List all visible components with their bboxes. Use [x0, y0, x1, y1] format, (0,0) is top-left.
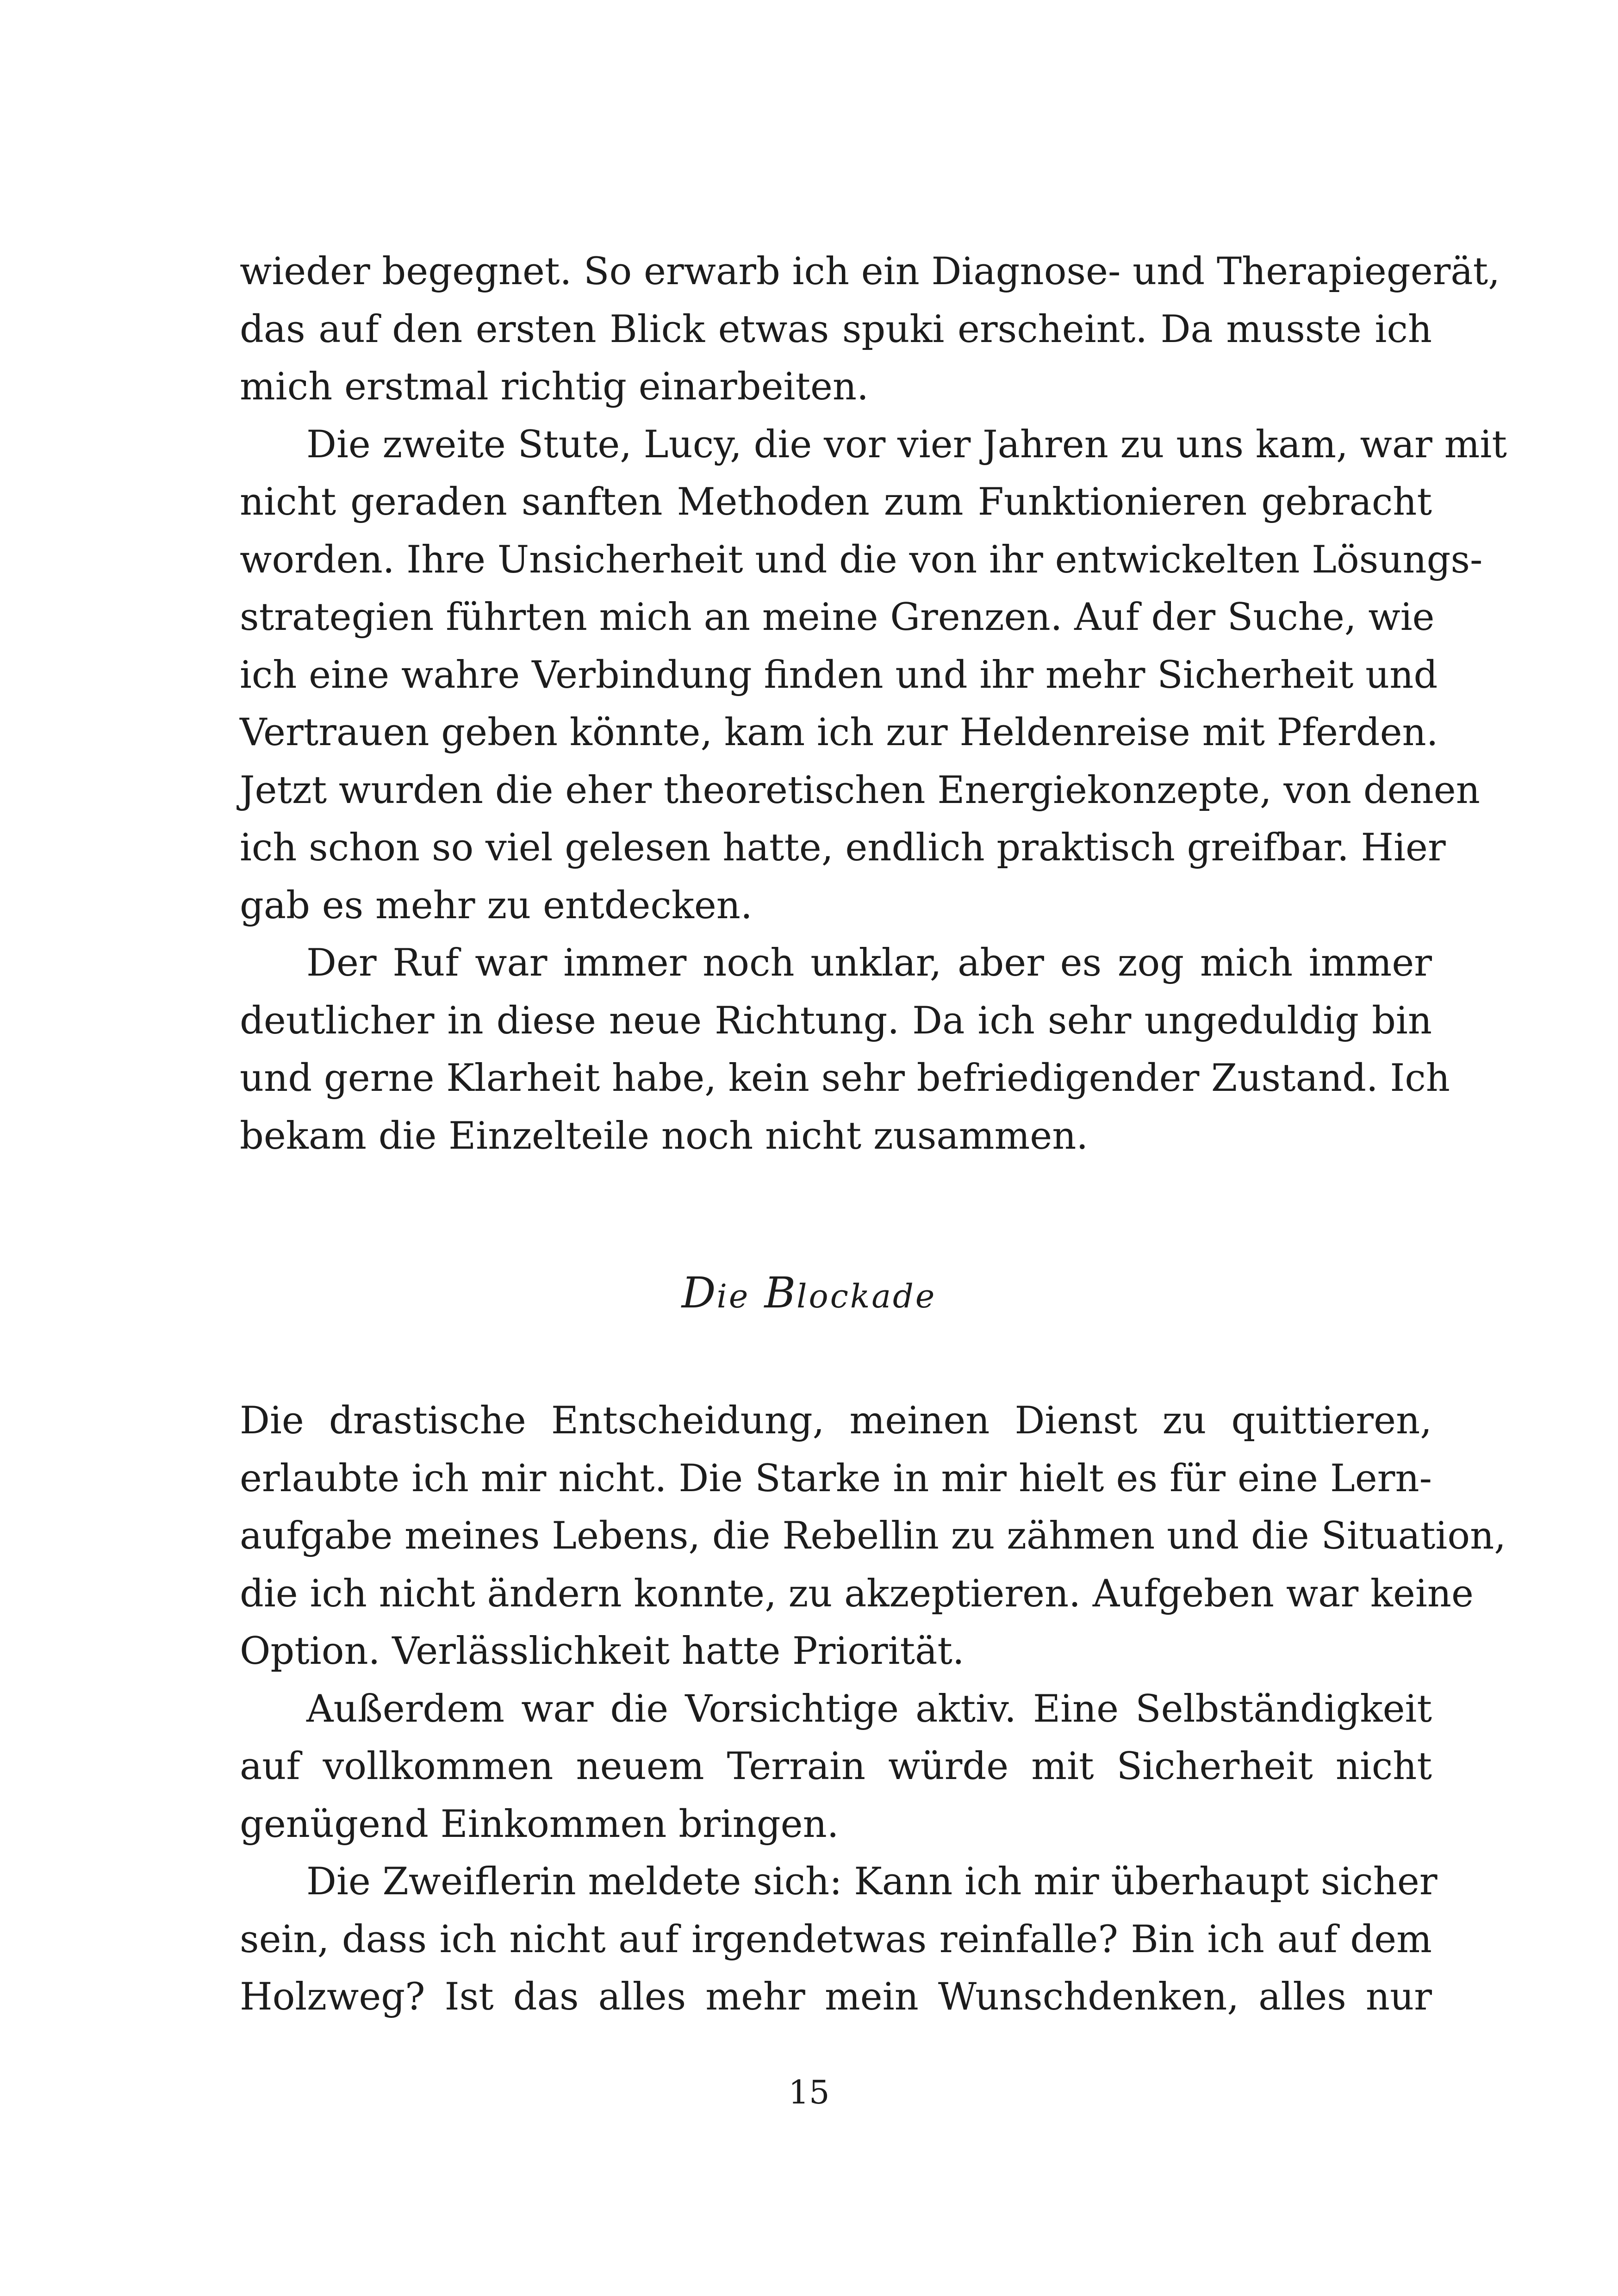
text-line: gab es mehr zu entdecken.: [240, 884, 753, 927]
text-line: mich erstmal richtig einarbeiten.: [240, 365, 869, 409]
text-line: genügend Einkommen bringen.: [240, 1802, 839, 1846]
text-line: Vertrauen geben könnte, kam ich zur Heldenreise mit Pferden.: [240, 711, 1438, 754]
page-number: 15: [788, 2073, 830, 2111]
text-line: Außerdem war die Vorsichtige aktiv. Eine Selbständigkeit: [306, 1687, 1432, 1731]
text-line: ich eine wahre Verbindung finden und ihr mehr Sicherheit und: [240, 653, 1438, 697]
text-line: Der Ruf war immer noch unklar, aber es zog mich immer: [306, 941, 1432, 985]
text-line: deutlicher in diese neue Richtung. Da ich sehr ungeduldig bin: [240, 999, 1432, 1043]
text-line: und gerne Klarheit habe, kein sehr befriedigender Zustand. Ich: [240, 1057, 1450, 1100]
text-line: wieder begegnet. So erwarb ich ein Diagnose- und Therapiegerät,: [240, 250, 1500, 293]
text-line: Die Zweiflerin meldete sich: Kann ich mir überhaupt sicher: [306, 1860, 1438, 1904]
text-line: erlaubte ich mir nicht. Die Starke in mir hielt es für eine Lern-: [240, 1456, 1432, 1500]
text-line: Option. Verlässlichkeit hatte Priorität.: [240, 1630, 965, 1673]
heading-initial: D: [681, 1268, 717, 1318]
text-line: auf vollkommen neuem Terrain würde mit Sicherheit nicht: [240, 1745, 1432, 1788]
text-line: Die drastische Entscheidung, meinen Dienst zu quittieren,: [240, 1399, 1432, 1443]
heading-initial: B: [764, 1268, 797, 1318]
text-line: aufgabe meines Lebens, die Rebellin zu zähmen und die Situation,: [240, 1514, 1506, 1558]
text-line: Die zweite Stute, Lucy, die vor vier Jahren zu uns kam, war mit: [306, 423, 1507, 467]
text-line: Holzweg? Ist das alles mehr mein Wunschdenken, alles nur: [240, 1975, 1432, 2019]
heading-smallcaps: lockade: [797, 1277, 937, 1315]
text-line: Jetzt wurden die eher theoretischen Energiekonzepte, von denen: [240, 768, 1480, 812]
text-line: bekam die Einzelteile noch nicht zusammen.: [240, 1114, 1089, 1158]
text-line: das auf den ersten Blick etwas spuki erscheint. Da musste ich: [240, 307, 1432, 351]
text-line: ich schon so viel gelesen hatte, endlich praktisch greifbar. Hier: [240, 826, 1446, 870]
text-line: worden. Ihre Unsicherheit und die von ihr entwickelten Lösungs-: [240, 538, 1483, 582]
heading-smallcaps: ie: [716, 1277, 750, 1315]
text-line: die ich nicht ändern konnte, zu akzeptieren. Aufgeben war keine: [240, 1572, 1474, 1616]
text-line: sein, dass ich nicht auf irgendetwas reinfalle? Bin ich auf dem: [240, 1917, 1432, 1961]
text-line: nicht geraden sanften Methoden zum Funktionieren gebracht: [240, 480, 1432, 524]
section-heading: [0, 1268, 1618, 1318]
body-text-top: [240, 243, 1507, 1165]
body-text-bottom: [240, 1392, 1506, 2026]
text-line: strategien führten mich an meine Grenzen. Auf der Suche, wie: [240, 596, 1435, 639]
